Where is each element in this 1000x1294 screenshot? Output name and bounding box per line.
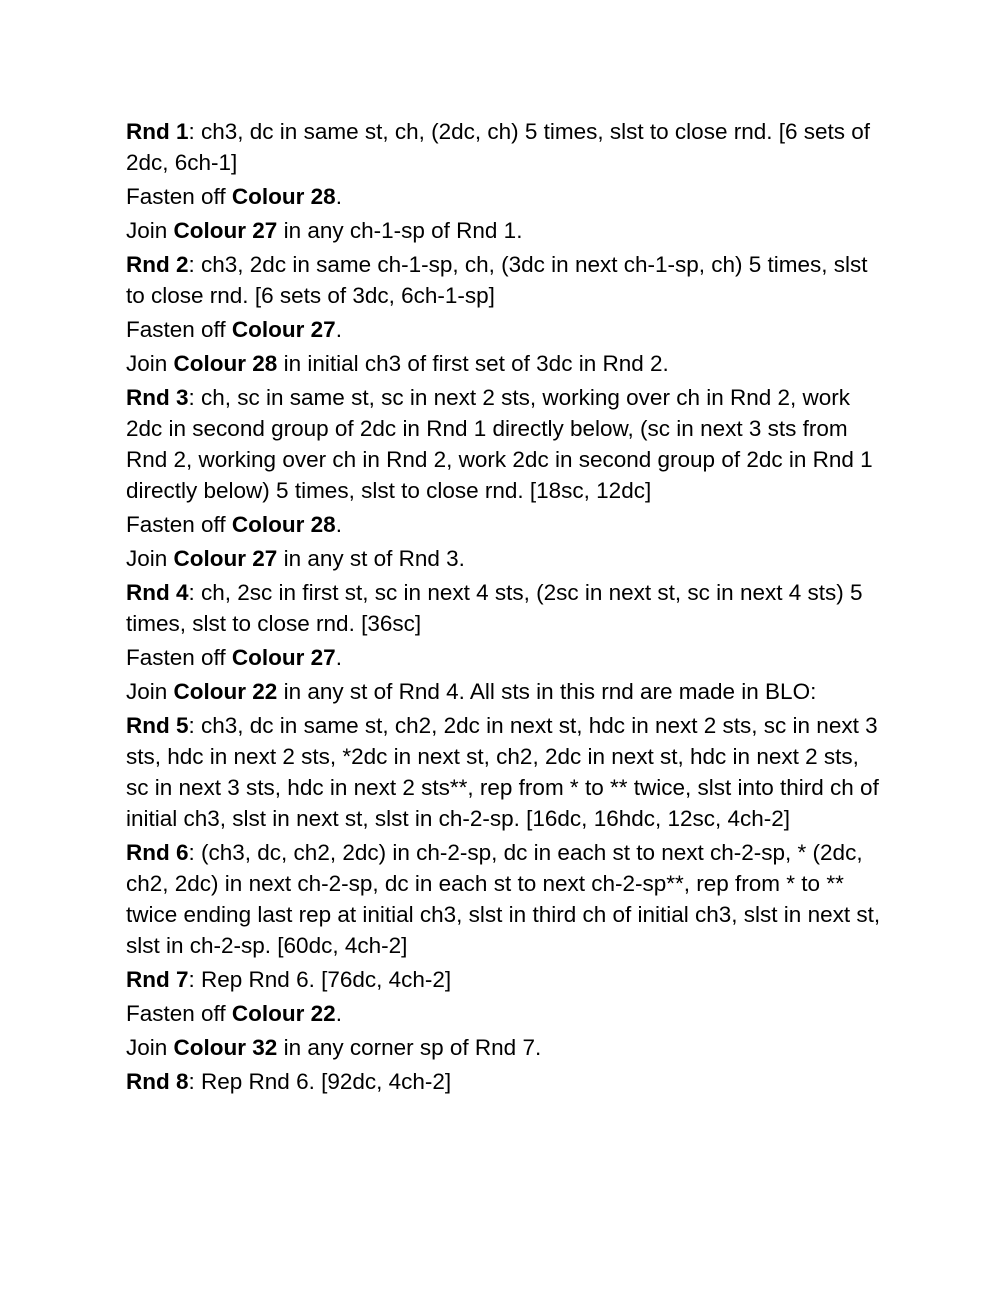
instruction-text: : Rep Rnd 6. [92dc, 4ch-2] [188, 1069, 452, 1094]
instruction-paragraph [126, 642, 886, 673]
bold-term: Colour 28 [231, 184, 336, 209]
bold-term: Colour 27 [173, 218, 278, 243]
instruction-text: . [335, 317, 342, 342]
instruction-paragraph [126, 1066, 886, 1097]
instruction-text: . [335, 645, 342, 670]
instruction-text: : ch, 2sc in first st, sc in next 4 sts, (2sc in next st, sc in next 4 sts) 5 times, slst to close rnd. [36sc] [126, 580, 863, 636]
instruction-text: in any st of Rnd 4. All sts in this rnd are made in BLO: [277, 679, 817, 704]
instruction-paragraph [126, 348, 886, 379]
instruction-text: : ch3, 2dc in same ch-1-sp, ch, (3dc in next ch-1-sp, ch) 5 times, slst to close rnd. [6 sets of 3dc, 6ch-1-sp] [126, 252, 868, 308]
instruction-text: Fasten off [126, 645, 232, 670]
bold-term: Rnd 2 [126, 252, 189, 277]
instruction-paragraph [126, 837, 886, 961]
bold-term: Colour 22 [231, 1001, 336, 1026]
instruction-paragraph [126, 116, 886, 178]
instruction-text: Join [126, 1035, 174, 1060]
instruction-text: : ch, sc in same st, sc in next 2 sts, working over ch in Rnd 2, work 2dc in second group of 2dc in Rnd 1 directly below, (sc in next 3 sts from Rnd 2, working over ch in Rnd 2, work 2dc in second group of 2dc in Rnd 1 directly below) 5 times, slst to close rnd. [18sc, 12dc] [126, 385, 873, 503]
bold-term: Colour 22 [173, 679, 278, 704]
bold-term: Rnd 8 [126, 1069, 189, 1094]
bold-term: Colour 32 [173, 1035, 278, 1060]
instruction-paragraph [126, 676, 886, 707]
instruction-paragraph [126, 181, 886, 212]
instruction-paragraph [126, 577, 886, 639]
bold-term: Rnd 4 [126, 580, 189, 605]
instruction-paragraph [126, 382, 886, 506]
instruction-text: Join [126, 546, 174, 571]
instruction-paragraph [126, 249, 886, 311]
bold-term: Rnd 5 [126, 713, 189, 738]
instruction-text: in any ch-1-sp of Rnd 1. [277, 218, 523, 243]
instruction-text: Join [126, 679, 174, 704]
instruction-text: . [335, 512, 342, 537]
instruction-text: in any corner sp of Rnd 7. [277, 1035, 542, 1060]
instruction-text: Fasten off [126, 512, 232, 537]
instruction-paragraph [126, 509, 886, 540]
bold-term: Colour 27 [231, 317, 336, 342]
bold-term: Rnd 3 [126, 385, 189, 410]
instruction-text: in any st of Rnd 3. [277, 546, 465, 571]
instruction-paragraph [126, 543, 886, 574]
bold-term: Colour 28 [173, 351, 278, 376]
instruction-paragraph [126, 1032, 886, 1063]
instruction-text: . [335, 184, 342, 209]
document-page [126, 116, 886, 1100]
instruction-paragraph [126, 215, 886, 246]
instruction-paragraph [126, 964, 886, 995]
bold-term: Rnd 6 [126, 840, 189, 865]
bold-term: Colour 28 [231, 512, 336, 537]
bold-term: Colour 27 [231, 645, 336, 670]
instruction-text: . [335, 1001, 342, 1026]
instruction-text: Join [126, 351, 174, 376]
instruction-text: in initial ch3 of first set of 3dc in Rnd 2. [277, 351, 669, 376]
instruction-text: Fasten off [126, 184, 232, 209]
instruction-paragraph [126, 314, 886, 345]
bold-term: Colour 27 [173, 546, 278, 571]
instruction-text: Join [126, 218, 174, 243]
instruction-text: : Rep Rnd 6. [76dc, 4ch-2] [188, 967, 452, 992]
instruction-text: : (ch3, dc, ch2, 2dc) in ch-2-sp, dc in each st to next ch-2-sp, * (2dc, ch2, 2dc) in next ch-2-sp, dc in each st to next ch-2-sp**, rep from * to ** twice ending last rep at initial ch3, slst in third ch of initial ch3, slst in next st, slst in ch-2-sp. [60dc, 4ch-2] [126, 840, 881, 958]
bold-term: Rnd 7 [126, 967, 189, 992]
instruction-text: Fasten off [126, 317, 232, 342]
instruction-text: : ch3, dc in same st, ch2, 2dc in next st, hdc in next 2 sts, sc in next 3 sts, hdc in next 2 sts, *2dc in next st, ch2, 2dc in next st, hdc in next 2 sts, sc in next 3 sts, hdc in next 2 sts**, rep from * to ** twice, slst into third ch of initial ch3, slst in next st, slst in ch-2-sp. [16dc, 16hdc, 12sc, 4ch-2] [126, 713, 879, 831]
instruction-paragraph [126, 998, 886, 1029]
instruction-text: : ch3, dc in same st, ch, (2dc, ch) 5 times, slst to close rnd. [6 sets of 2dc, 6ch-1] [126, 119, 871, 175]
instruction-text: Fasten off [126, 1001, 232, 1026]
bold-term: Rnd 1 [126, 119, 189, 144]
instruction-paragraph [126, 710, 886, 834]
